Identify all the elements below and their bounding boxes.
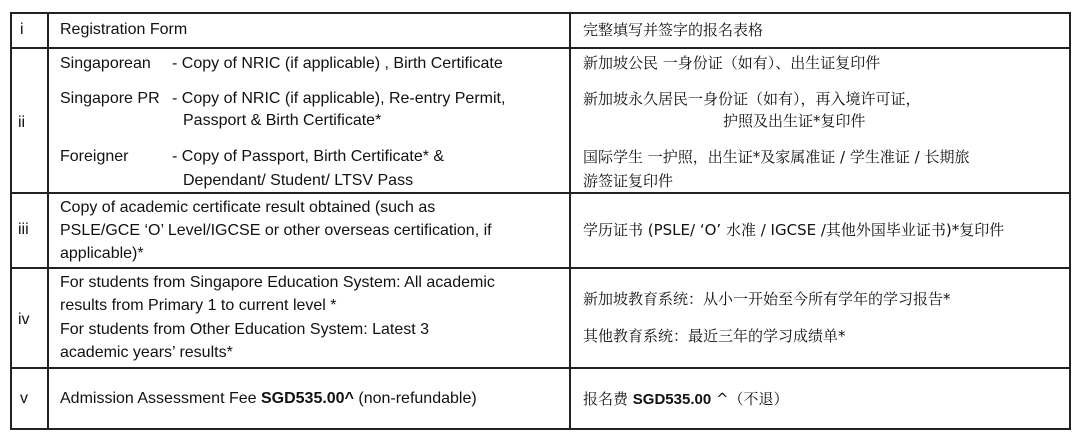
- category-label: Singapore PR: [60, 90, 160, 107]
- requirement-text-zh: 新加坡教育系统：从小一开始至今所有学年的学习报告*: [583, 290, 951, 308]
- category-label: Singaporean: [60, 55, 151, 72]
- requirement-text-zh: 学历证书 (PSLE/ ‘O’ 水准 / IGCSE /其他外国毕业证书)*复印件: [583, 221, 1005, 239]
- requirement-text: - Copy of Passport, Birth Certificate* &: [172, 148, 445, 165]
- fee-label-zh: 报名费: [583, 390, 633, 408]
- row-number: i: [20, 21, 24, 38]
- requirement-text-zh: 国际学生 一护照，出生证*及家属准证 / 学生准证 / 长期旅: [583, 148, 970, 166]
- requirement-text: Dependant/ Student/ LTSV Pass: [183, 172, 414, 189]
- requirement-text-zh: 护照及出生证*复印件: [723, 112, 866, 130]
- row-divider: [10, 367, 1071, 369]
- category-label: Foreigner: [60, 148, 129, 165]
- fee-note-zh: ^（不退）: [711, 390, 789, 408]
- requirement-text: Copy of academic certificate result obtained (such as: [60, 199, 436, 216]
- requirement-text: - Copy of NRIC (if applicable) , Birth Certificate: [172, 55, 503, 72]
- column-divider: [569, 12, 571, 430]
- row-divider: [10, 428, 1071, 430]
- fee-note: (non-refundable): [353, 390, 477, 407]
- requirement-text: academic years’ results*: [60, 344, 233, 361]
- row-divider: [10, 267, 1071, 269]
- requirement-text: For students from Singapore Education System: All academic: [60, 274, 495, 291]
- fee-text-zh: [583, 389, 789, 410]
- requirement-text: For students from Other Education System: Latest 3: [60, 321, 430, 338]
- column-divider: [47, 12, 49, 430]
- fee-amount-zh: SGD535.00: [632, 391, 712, 408]
- row-number: ii: [18, 114, 26, 131]
- row-number: iii: [18, 221, 29, 238]
- row-divider: [10, 192, 1071, 194]
- row-divider: [10, 12, 1071, 14]
- fee-label: Admission Assessment Fee: [60, 390, 261, 407]
- requirement-text-zh: 其他教育系统：最近三年的学习成绩单*: [583, 327, 846, 345]
- requirement-text-zh: 完整填写并签字的报名表格: [583, 21, 764, 39]
- requirement-text: Passport & Birth Certificate*: [183, 112, 382, 129]
- requirement-text-zh: 新加坡公民 一身份证（如有）、出生证复印件: [583, 54, 881, 72]
- row-number: v: [20, 390, 28, 407]
- column-divider: [1069, 12, 1071, 430]
- requirement-text-zh: 新加坡永久居民一身份证（如有），再入境许可证，: [583, 90, 921, 108]
- requirement-text: - Copy of NRIC (if applicable), Re-entry Permit,: [172, 90, 506, 107]
- requirement-text: applicable)*: [60, 245, 144, 262]
- row-divider: [10, 47, 1071, 49]
- column-divider: [10, 12, 12, 430]
- row-number: iv: [18, 311, 30, 328]
- fee-text: [60, 389, 477, 409]
- requirement-text: PSLE/GCE ‘O’ Level/IGCSE or other overseas certification, if: [60, 222, 492, 239]
- requirement-text-zh: 游签证复印件: [583, 172, 674, 190]
- requirement-text: Registration Form: [60, 21, 188, 38]
- requirement-text: results from Primary 1 to current level *: [60, 297, 337, 314]
- fee-amount: SGD535.00^: [260, 390, 354, 407]
